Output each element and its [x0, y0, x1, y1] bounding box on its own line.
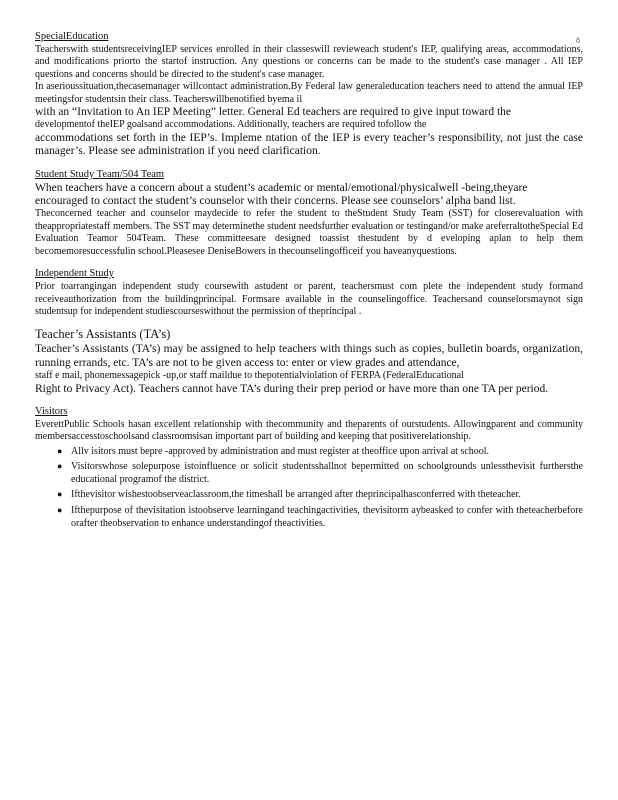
bullet-icon: ● [57, 460, 63, 471]
special-education-paragraph-2a: In aserioussituation,thecasemanager willcontact administration.By Federal law generaleducation teachers need to attend the annual IEP meetingsfor studentsin their class. Teacherswillbenotified byema il [35, 81, 583, 105]
sst-heading: Student Study Team/504 Team [35, 168, 165, 180]
bullet-icon: ● [57, 445, 63, 456]
sst-section [35, 168, 583, 258]
list-item: ● Allv isitors must bepre -approved by administration and must register at theoffice upon arrival at school. [57, 445, 490, 457]
visitors-paragraph: EverettPublic Schools hasan excellent relationship with thecommunity and theparents of ourstudents. Allowingparent and community membersaccesstoschoolsand classroomsisan important part of building and keeping that positiverelationship. [35, 418, 583, 443]
list-item: ● Ifthepurpose of thevisitation istoobserve learningand teachingactivities, thevisitorm aybeasked to confer with theteacherbefore orafter theobservation to enhance understandingof theactivities. [57, 504, 583, 529]
special-education-paragraph-1: Teacherswith studentsreceivingIEP services enrolled in their classeswill revieweach student's IEP, qualifying areas, accommodations, and modifications priorto the startof instruction. Any questions or concerns can be made to the student's case manager . All IEP questions and concerns should be directed to the student's case manager. [35, 44, 583, 80]
teachers-assistants-paragraph-1c: Right to Privacy Act). Teachers cannot have TA’s during their prep period or have more than one TA per period. [35, 382, 549, 395]
page-number: 8 [576, 36, 580, 45]
teachers-assistants-heading: Teacher’s Assistants (TA’s) [35, 327, 171, 342]
list-item: ● Ifthevisitor wishestoobserveaclassroom,the timeshall be arranged after theprincipalhasconferred with theteacher. [57, 489, 521, 501]
sst-paragraph-1b: encouraged to contact the student’s counselor with their concerns. Please see counselors’ alpha band list. [35, 195, 516, 208]
special-education-heading: SpecialEducation [35, 31, 109, 42]
sst-paragraph-1a: When teachers have a concern about a student’s academic or mental/emotional/physicalwell -being,theyare [35, 181, 528, 194]
special-education-section [35, 30, 583, 159]
teachers-assistants-paragraph-1a: Teacher’s Assistants (TA’s) may be assigned to help teachers with things such as copies, bulletin boards, organization, running errands, etc. TA’s are not to be given access to: enter or view grades and attendance, [35, 343, 583, 369]
teachers-assistants-section [35, 327, 583, 396]
document-page [35, 30, 583, 539]
special-education-paragraph-2b: with an “Invitation to An IEP Meeting” letter. General Ed teachers are required to give input toward the [35, 106, 512, 119]
independent-study-heading: Independent Study [35, 268, 115, 280]
visitors-heading: Visitors [35, 405, 68, 417]
independent-study-section [35, 267, 583, 318]
visitors-section [35, 405, 583, 530]
sst-paragraph-1c: Theconcerned teacher and counselor maydecide to refer the student to theStudent Study Team (SST) for closerevaluation with theappropriatestaff members. The SST may determinethe student needsfurther evaluation or testingand/or make areferraltotheSpecial Ed Evaluation Teamor 504Team. These committeesare designed toassist thestudent by d eveloping aplan to help them becomemoresuccessfulin school.Pleasesee DeniseBowers in thecounselingofficeif you haveanyquestions. [35, 208, 583, 257]
visitors-bullet-list [35, 445, 583, 530]
special-education-paragraph-2d: accommodations set forth in the IEP’s. Impleme ntation of the IEP is every teacher’s responsibility, not just the case manager’s. Please see administration if you need clarification. [35, 131, 583, 158]
bullet-icon: ● [57, 489, 63, 500]
list-item: ● Visitorswhose solepurpose istoinfluence or solicit studentsshallnot bepermitted on schoolgrounds unlessthevisit furthersthe educational programof the district. [57, 460, 583, 486]
special-education-paragraph-2c: developmentof theIEP goalsand accommodations. Additionally, teachers are required tofollow the [35, 119, 427, 131]
independent-study-paragraph: Prior toarrangingan independent study coursewith astudent or parent, teachersmust com plete the independent study formand receiveauthorization from the buildingprincipal. Formsare available in the counselingoffice. Teachersand counselorsmaynot sign studentsup for independent studiescourseswithout the permission of theprincipal . [35, 281, 583, 317]
teachers-assistants-paragraph-1b: staff e mail, phonemessagepick -up,or staff maildue to thepotentialviolation of FERPA (FederalEducational [35, 370, 464, 382]
bullet-icon: ● [57, 504, 63, 515]
